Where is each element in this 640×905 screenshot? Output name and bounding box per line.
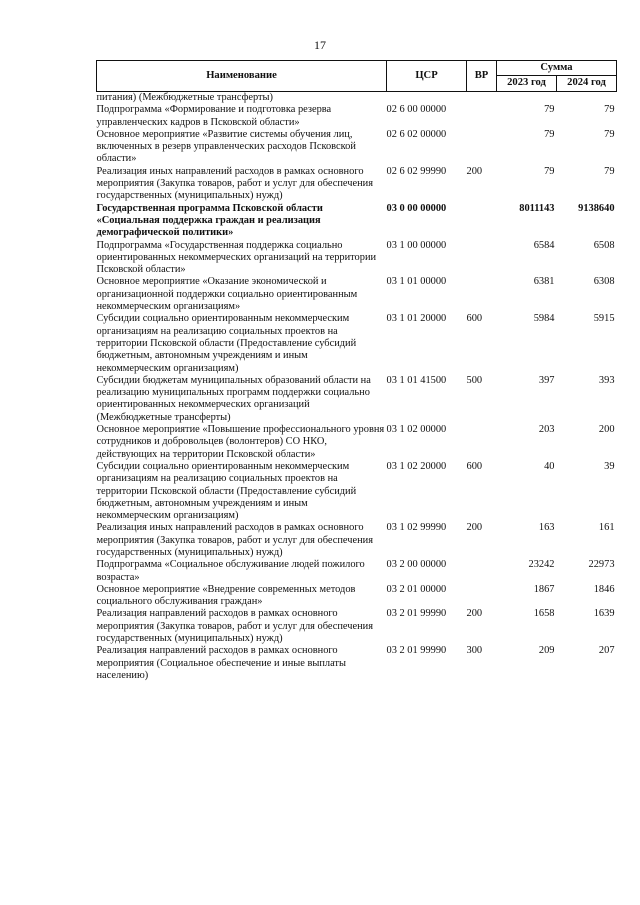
row-vr-code [467, 92, 497, 105]
row-name: Субсидии социально ориентированным некоммерческим организациям на реализацию социальных проектов на территории Псковской области (Предоставление субсидий бюджетным, автономным учреждениям и иным некоммерческим организациям) [96, 460, 357, 522]
row-sum-2024: 6508 [593, 239, 615, 251]
row-vr-code: 200 [466, 608, 483, 620]
row-name: Подпрограмма «Социальное обслуживание людей пожилого возраста» [96, 559, 365, 583]
header-csr: ЦСР [387, 61, 467, 92]
header-name: Наименование [97, 61, 387, 92]
row-csr-code: 03 2 00 00000 [386, 559, 447, 571]
row-name: Основное мероприятие «Внедрение современных методов социального обслуживания граждан» [96, 583, 356, 608]
row-vr-code: 300 [466, 645, 483, 657]
row-sum-2023: 5984 [533, 313, 555, 325]
row-sum-2023: 6381 [533, 276, 555, 288]
table-row [97, 608, 617, 645]
row-sum-2024: 161 [598, 522, 615, 534]
row-csr-code: 02 6 02 00000 [386, 128, 447, 140]
row-vr-code: 600 [466, 460, 483, 472]
row-name: Субсидии бюджетам муниципальных образований области на реализацию муниципальных программ поддержки социально ориентированных некоммерческих организаций (Межбюджетные трансферты) [96, 374, 371, 423]
row-sum-2023: 203 [538, 424, 555, 436]
budget-table [96, 60, 617, 682]
table-body [97, 92, 617, 683]
row-vr-code [467, 203, 497, 240]
row-vr-code [467, 424, 497, 461]
row-vr-code [467, 129, 497, 166]
row-name: Основное мероприятие «Повышение профессионального уровня сотрудников и добровольцев (волонтеров) СО НКО, действующих на территории Псковской области» [96, 424, 385, 460]
row-vr-code: 200 [466, 165, 483, 177]
table-row [97, 104, 617, 129]
table-header [97, 61, 617, 92]
row-name: Государственная программа Псковской области «Социальная поддержка граждан и реализация демографической политики» [96, 202, 323, 239]
row-csr-code: 03 2 01 99990 [386, 608, 447, 620]
row-sum-2024: 79 [604, 104, 615, 116]
row-vr-code: 200 [466, 522, 483, 534]
header-sum: Сумма [497, 61, 617, 76]
row-csr-code: 03 1 02 00000 [386, 424, 447, 436]
row-sum-2024: 393 [598, 374, 615, 386]
row-name: Основное мероприятие «Развитие системы обучения лиц, включенных в резерв управленческих расходов Псковской области» [96, 128, 356, 165]
row-csr-code: 03 1 02 20000 [386, 460, 447, 472]
table-row [97, 645, 617, 682]
row-csr-code: 03 1 01 20000 [386, 313, 447, 325]
row-name: Реализация иных направлений расходов в рамках основного мероприятия (Закупка товаров, работ и услуг для обеспечения государственных (муниципальных) нужд) [96, 522, 373, 558]
page-number: 17 [314, 38, 326, 52]
row-sum-2023: 1867 [533, 583, 555, 595]
row-sum-2023: 397 [538, 374, 555, 386]
row-vr-code [467, 559, 497, 584]
row-name: Субсидии социально ориентированным некоммерческим организациям на реализацию социальных проектов на территории Псковской области (Предоставление субсидий бюджетным, автономным учреждениям и иным некоммерческим организациям) [96, 313, 357, 374]
row-vr-code [467, 584, 497, 609]
row-sum-2023: 8011143 [519, 202, 555, 214]
row-sum-2024: 6308 [593, 276, 615, 288]
row-csr-code: 03 1 00 00000 [386, 239, 447, 251]
row-name: Подпрограмма «Формирование и подготовка резерва управленческих кадров в Псковской области» [96, 104, 332, 128]
row-sum-2023: 40 [544, 460, 555, 472]
row-vr-code [467, 104, 497, 129]
row-sum-2023: 163 [538, 522, 555, 534]
row-sum-2023 [497, 92, 557, 105]
table-row [97, 424, 617, 461]
table-row [97, 276, 617, 313]
row-csr-code: 03 2 01 99990 [386, 645, 447, 657]
row-csr-code: 02 6 00 00000 [386, 104, 447, 116]
row-sum-2023: 1658 [533, 608, 555, 620]
row-vr-code [467, 276, 497, 313]
row-csr-code: 03 1 02 99990 [386, 522, 447, 534]
row-sum-2023: 209 [538, 645, 555, 657]
row-sum-2023: 23242 [528, 559, 555, 571]
row-csr-code: 03 0 00 00000 [386, 202, 447, 214]
header-vr: ВР [467, 61, 497, 92]
row-sum-2024: 79 [604, 165, 615, 177]
row-csr-code [387, 92, 467, 105]
row-name: питания) (Межбюджетные трансферты) [96, 92, 273, 103]
row-sum-2023: 79 [544, 128, 555, 140]
row-sum-2024: 39 [604, 460, 615, 472]
row-sum-2023: 79 [544, 165, 555, 177]
table-row [97, 522, 617, 559]
header-year-2023: 2023 год [497, 75, 557, 91]
row-name: Реализация иных направлений расходов в рамках основного мероприятия (Закупка товаров, работ и услуг для обеспечения государственных (муниципальных) нужд) [96, 165, 373, 202]
table-row [97, 559, 617, 584]
table-row [97, 166, 617, 203]
row-vr-code: 600 [466, 313, 483, 325]
row-sum-2024: 1639 [593, 608, 615, 620]
row-sum-2024: 9138640 [578, 202, 615, 214]
row-csr-code: 03 1 01 41500 [386, 374, 447, 386]
row-sum-2024: 5915 [593, 313, 615, 325]
row-csr-code: 02 6 02 99990 [386, 165, 447, 177]
table-row [97, 92, 617, 105]
row-name: Реализация направлений расходов в рамках основного мероприятия (Социальное обеспечение и иные выплаты населению) [96, 645, 346, 681]
row-csr-code: 03 2 01 00000 [386, 583, 447, 595]
table-row [97, 461, 617, 522]
header-year-2024: 2024 год [557, 75, 617, 91]
row-name: Реализация направлений расходов в рамках основного мероприятия (Закупка товаров, работ и услуг для обеспечения государственных (муниципальных) нужд) [96, 608, 373, 645]
row-name: Основное мероприятие «Оказание экономической и организационной поддержки социально ориентированным некоммерческим организациям» [96, 276, 358, 313]
row-vr-code [467, 240, 497, 277]
table-row [97, 375, 617, 424]
table-row [97, 203, 617, 240]
row-name: Подпрограмма «Государственная поддержка социально ориентированных некоммерческих организаций на территории Псковской области» [96, 239, 377, 276]
table-row [97, 313, 617, 374]
row-sum-2024 [557, 92, 617, 105]
row-sum-2024: 79 [604, 128, 615, 140]
row-sum-2024: 1846 [593, 583, 615, 595]
row-sum-2023: 6584 [533, 239, 555, 251]
table-row [97, 129, 617, 166]
row-sum-2024: 207 [598, 645, 615, 657]
table-row [97, 584, 617, 609]
row-sum-2024: 22973 [588, 559, 615, 571]
row-sum-2024: 200 [598, 424, 615, 436]
row-csr-code: 03 1 01 00000 [386, 276, 447, 288]
row-vr-code: 500 [466, 374, 483, 386]
row-sum-2023: 79 [544, 104, 555, 116]
table-row [97, 240, 617, 277]
